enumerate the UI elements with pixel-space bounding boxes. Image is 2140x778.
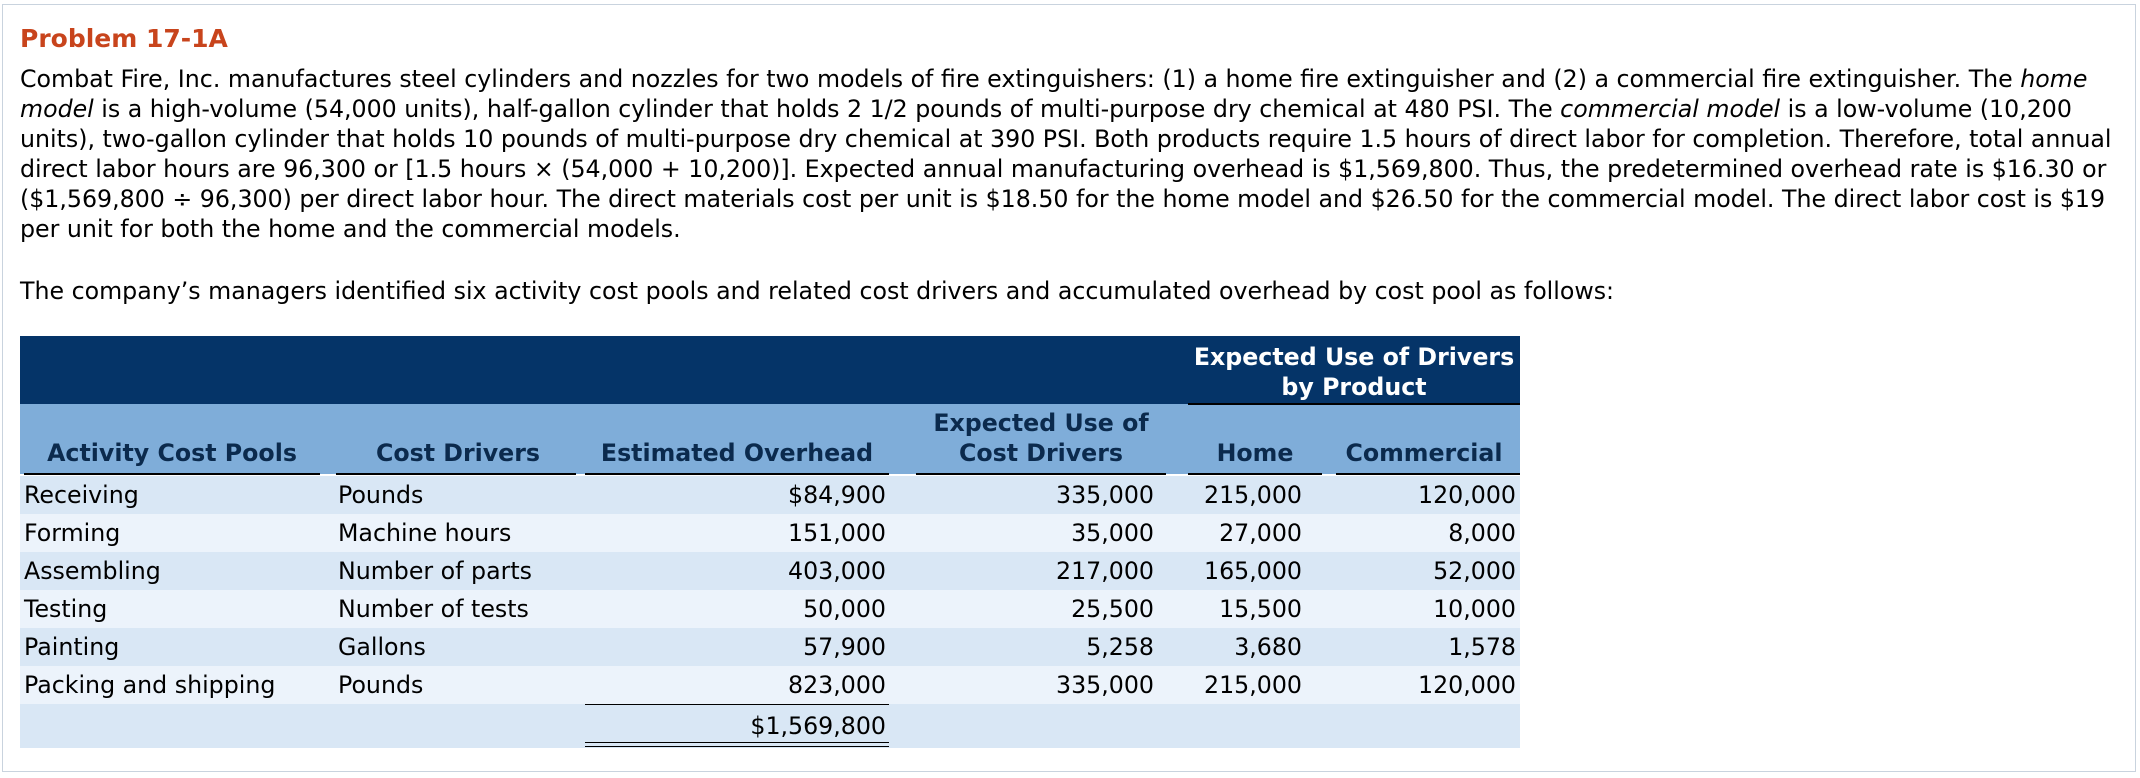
header-activity-cost-pools: Activity Cost Pools [47, 439, 297, 467]
cell-overhead: $84,900 [788, 481, 886, 509]
table-row [20, 666, 1520, 704]
cell-home: 3,680 [1234, 633, 1302, 661]
cell-home: 27,000 [1219, 519, 1302, 547]
cell-driver: Pounds [338, 481, 424, 509]
header-underline-home [1188, 473, 1322, 475]
cell-pool: Packing and shipping [24, 671, 276, 699]
total-double-rule [585, 742, 889, 747]
table-row [20, 552, 1520, 590]
description-emphasis-home: home model [20, 65, 2088, 123]
cell-overhead: 823,000 [788, 671, 886, 699]
description-text-2: is a high-volume (54,000 units), half-gallon cylinder that holds 2 1/2 pounds of multi-purpose dry chemical at 480 PSI. The [93, 95, 1561, 123]
cell-overhead: 151,000 [788, 519, 886, 547]
header-underline-commercial [1336, 473, 1520, 475]
cell-pool: Forming [24, 519, 121, 547]
table-row [20, 476, 1520, 514]
cell-overhead: 50,000 [803, 595, 886, 623]
group-header-expected-use: Expected Use of Drivers by Product [1193, 343, 1515, 401]
cell-commercial: 120,000 [1418, 671, 1516, 699]
description-text-3: is a low-volume (10,200 units), two-gallon cylinder that holds 10 pounds of multi-purpose dry chemical at 390 PSI. Both products require 1.5 hours of direct labor for completion. Therefore, total annual direct labor hours are 96,300 or [1.5 hours × (54,000 + 10,200)]. Expected annual manufacturing overhead is $1,569,800. Thus, the predetermined overhead rate is $16.30 or ($1,569,800 ÷ 96,300) per direct labor hour. The direct materials cost per unit is $18.50 for the home model and $26.50 for the commercial model. The direct labor cost is $19 per unit for both the home and the commercial models. [20, 95, 2112, 243]
cell-expected-use: 35,000 [1071, 519, 1154, 547]
header-underline-expected-use [916, 473, 1166, 475]
header-estimated-overhead: Estimated Overhead [600, 439, 874, 467]
cell-commercial: 120,000 [1418, 481, 1516, 509]
header-underline-overhead [585, 473, 889, 475]
cell-driver: Number of parts [338, 557, 532, 585]
cell-expected-use: 335,000 [1056, 481, 1154, 509]
cell-home: 15,500 [1219, 595, 1302, 623]
description-text-1: Combat Fire, Inc. manufactures steel cylinders and nozzles for two models of fire extinguishers: (1) a home fire extinguisher and (2) a commercial fire extinguisher. The [20, 65, 2013, 93]
cell-home: 215,000 [1204, 671, 1302, 699]
cell-expected-use: 5,258 [1086, 633, 1154, 661]
cell-driver: Machine hours [338, 519, 512, 547]
cell-overhead: 403,000 [788, 557, 886, 585]
cell-home: 215,000 [1204, 481, 1302, 509]
header-underline-pools [24, 473, 320, 475]
cell-commercial: 52,000 [1433, 557, 1516, 585]
cell-expected-use: 25,500 [1071, 595, 1154, 623]
cell-total-overhead: $1,569,800 [750, 712, 886, 740]
cell-pool: Testing [24, 595, 108, 623]
cell-expected-use: 335,000 [1056, 671, 1154, 699]
description-emphasis-commercial: commercial model [1560, 95, 1781, 123]
problem-title: Problem 17-1A [20, 24, 228, 53]
cell-pool: Receiving [24, 481, 139, 509]
header-home: Home [1216, 439, 1294, 467]
header-cost-drivers: Cost Drivers [375, 439, 541, 467]
cell-expected-use: 217,000 [1056, 557, 1154, 585]
header-commercial: Commercial [1345, 439, 1503, 467]
cell-overhead: 57,900 [803, 633, 886, 661]
total-top-rule [585, 704, 889, 705]
cell-commercial: 8,000 [1448, 519, 1516, 547]
cell-commercial: 10,000 [1433, 595, 1516, 623]
group-header-underline [1188, 403, 1520, 405]
table-row [20, 590, 1520, 628]
cell-driver: Gallons [338, 633, 426, 661]
cell-home: 165,000 [1204, 557, 1302, 585]
cell-commercial: 1,578 [1448, 633, 1516, 661]
cell-pool: Painting [24, 633, 120, 661]
cell-driver: Pounds [338, 671, 424, 699]
header-expected-use-cost-drivers: Expected Use of Cost Drivers [933, 409, 1149, 467]
table-row [20, 628, 1520, 666]
header-underline-drivers [336, 473, 576, 475]
problem-description [20, 64, 2120, 244]
cell-pool: Assembling [24, 557, 161, 585]
cell-driver: Number of tests [338, 595, 529, 623]
table-intro: The company’s managers identified six activity cost pools and related cost drivers and accumulated overhead by cost pool as follows: [20, 277, 1615, 305]
table-row [20, 514, 1520, 552]
